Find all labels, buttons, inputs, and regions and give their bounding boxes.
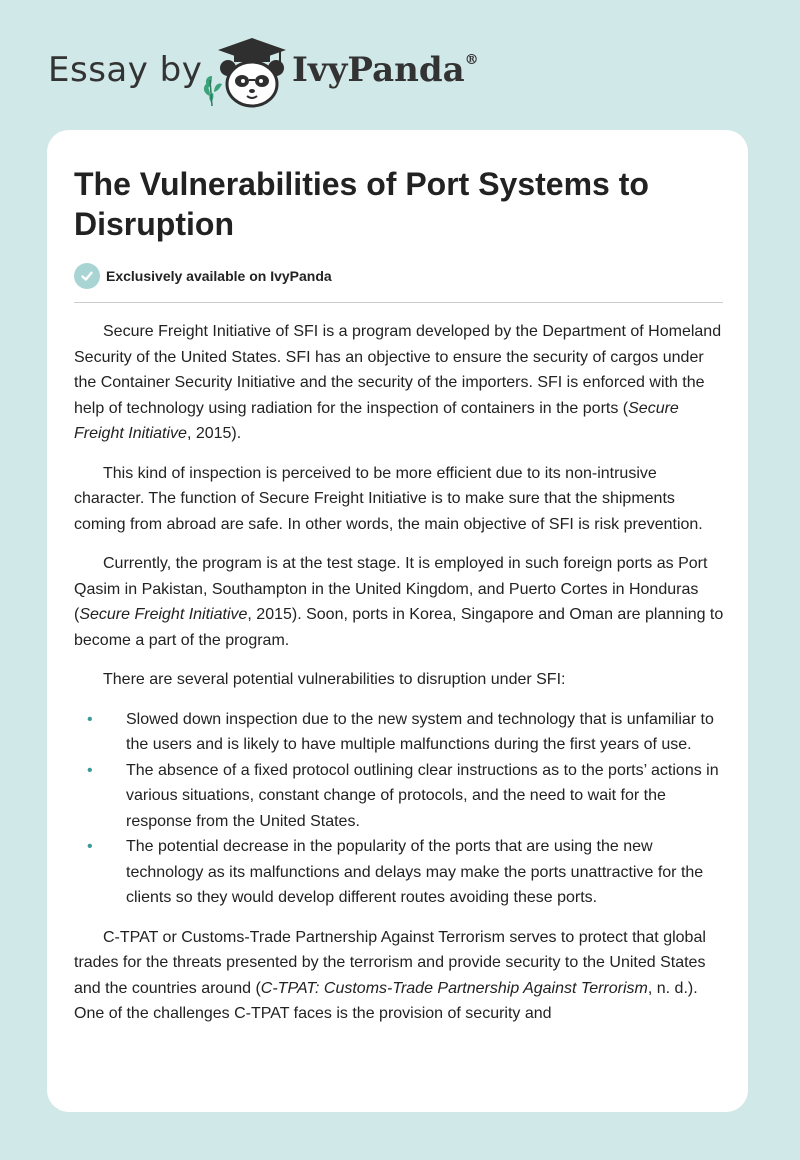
list-item (74, 834, 724, 911)
paragraph-5 (74, 925, 724, 1027)
list-item-text: The potential decrease in the popularity of the ports that are using the new technology as its malfunctions and delays may make the ports unattractive for the clients so they would develop different routes avoiding these ports. (126, 838, 704, 906)
essay-card (47, 130, 748, 1112)
paragraph-text: , n. d.). One of the challenges C-TPAT faces is the provision of security and (74, 979, 698, 1022)
paragraph-text: Currently, the program is at the test stage. It is employed in such foreign ports as Port Qasim in Pakistan, Southampton in the United Kingdom, and Puerto Cortes in Honduras ( (74, 555, 708, 623)
panda-graduate-icon[interactable] (200, 36, 290, 110)
paragraph-2: This kind of inspection is perceived to be more efficient due to its non-intrusive character. The function of Secure Freight Initiative is to make sure that the shipments coming from abroad are safe. In other words, the main objective of SFI is risk prevention. (74, 464, 703, 533)
ivypanda-brand[interactable] (292, 50, 479, 90)
paragraph-text: , 2015). Soon, ports in Korea, Singapore and Oman are planning to become a part of the program. (74, 606, 724, 649)
bullet-icon: • (87, 838, 93, 855)
paragraph-1 (74, 319, 724, 447)
paragraph-4: There are several potential vulnerabilities to disruption under SFI: (103, 671, 566, 688)
site-header (0, 0, 800, 120)
page-title: The Vulnerabilities of Port Systems to Disruption (74, 166, 649, 242)
essay-by-label: Essay by (48, 50, 203, 90)
essay-body (74, 319, 724, 1041)
paragraph-text: C-TPAT or Customs-Trade Partnership Against Terrorism serves to protect that global trades for the threats presented by the terrorism and provide security to the United States and the countries around ( (74, 928, 706, 997)
list-item-text: The absence of a fixed protocol outlining clear instructions as to the ports’ actions in various situations, constant change of protocols, and the need to wait for the response from the United States. (126, 761, 719, 830)
citation: C-TPAT: Customs-Trade Partnership Against Terrorism (260, 979, 648, 997)
brand-name-text: IvyPanda (292, 50, 465, 90)
trademark-symbol: ® (464, 52, 479, 68)
divider (74, 302, 723, 303)
bullet-icon: • (87, 761, 93, 779)
bullet-icon: • (87, 710, 93, 728)
paragraph-text: , 2015). (186, 425, 242, 442)
vulnerability-list (74, 707, 724, 911)
exclusive-label: Exclusively available on IvyPanda (106, 268, 332, 284)
list-item-text: Slowed down inspection due to the new system and technology that is unfamiliar to the users and is likely to have multiple malfunctions during the first years of use. (126, 710, 714, 753)
citation: Secure Freight Initiative (74, 399, 679, 442)
exclusive-badge (74, 263, 332, 289)
list-item (74, 758, 724, 835)
citation: Secure Freight Initiative (79, 606, 248, 623)
check-icon (74, 263, 100, 289)
paragraph-3 (74, 551, 724, 653)
list-item (74, 707, 724, 758)
paragraph-text: Secure Freight Initiative of SFI is a program developed by the Department of Homeland Security of the United States. SFI has an objective to ensure the security of cargos under the Container Security Initiative and the security of the importers. SFI is enforced with the help of technology using radiation for the inspection of containers in the ports ( (74, 323, 722, 417)
